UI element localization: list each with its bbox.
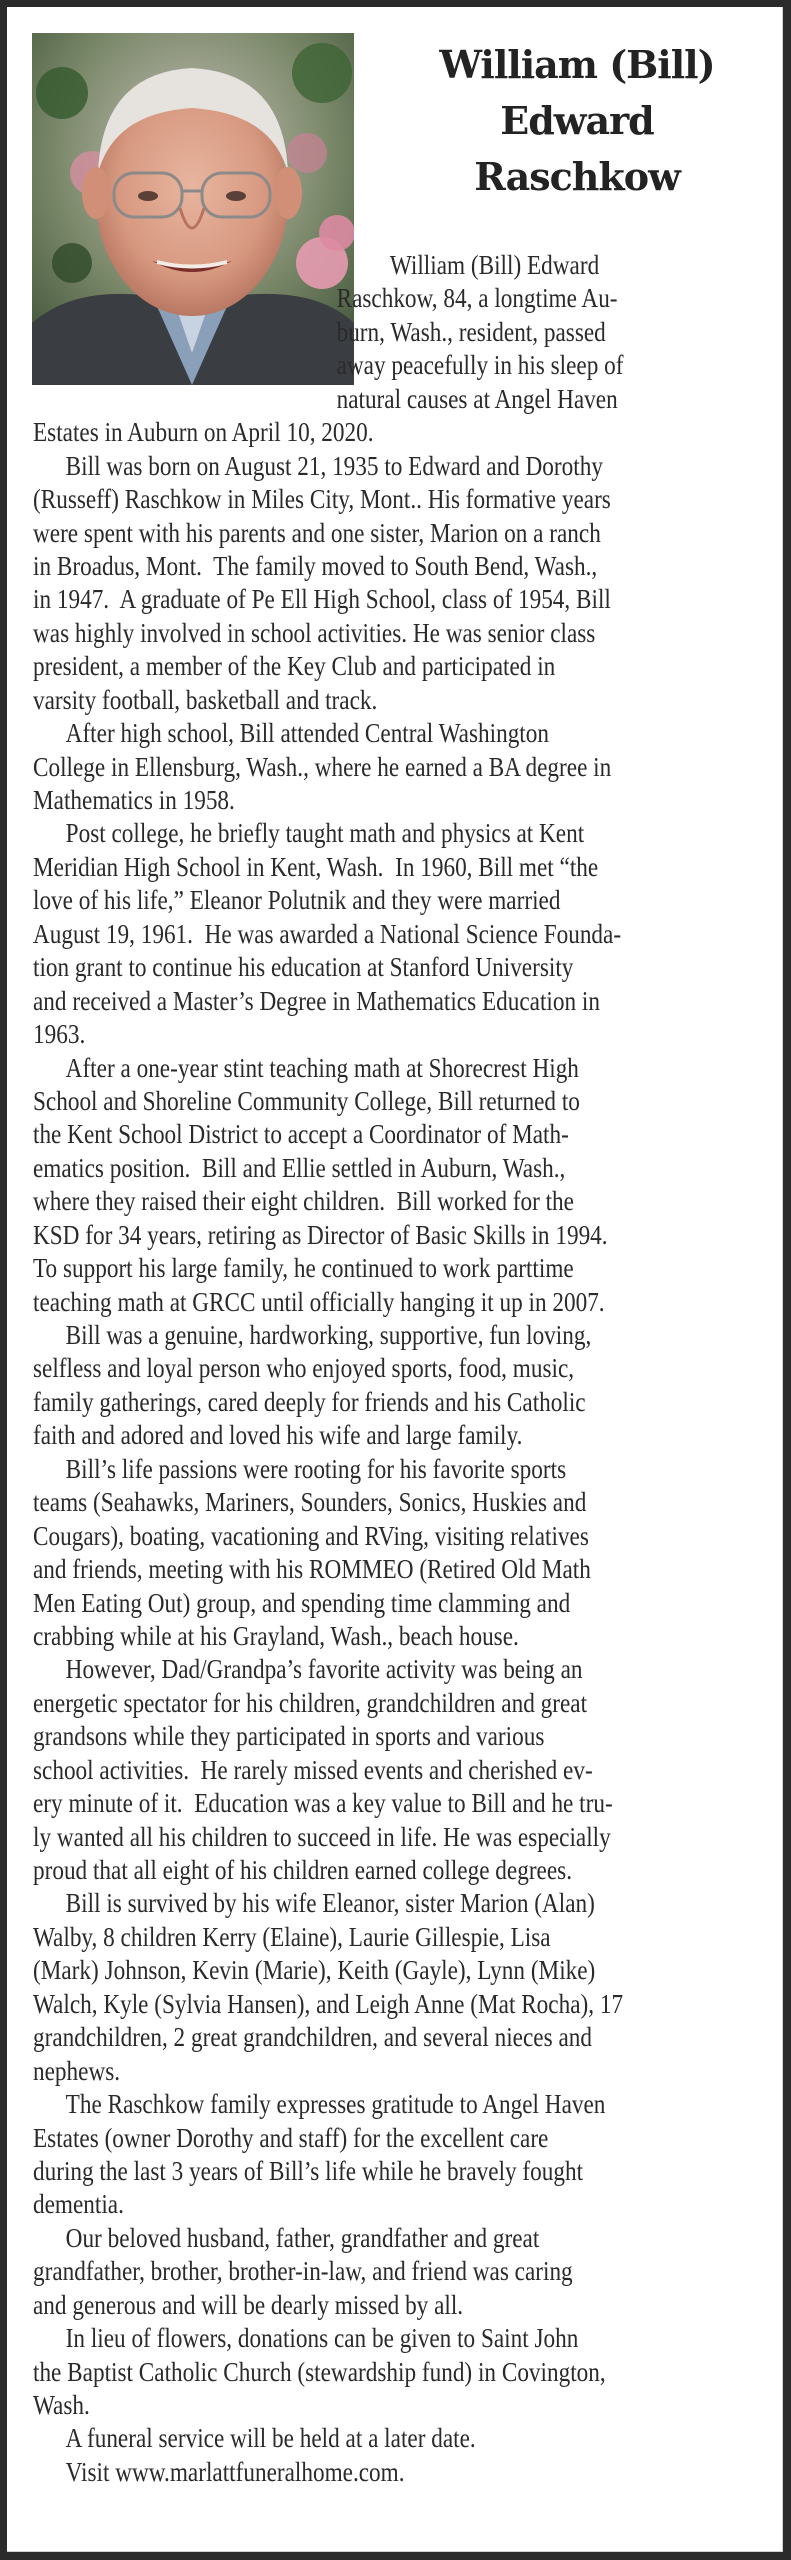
text-line: A funeral service will be held at a later date. [65,2423,476,2454]
paragraph [33,450,791,718]
text-line: Wash. [33,2390,90,2420]
text-line: Bill was a genuine, hardworking, supportive, fun loving, [65,1320,592,1350]
text-line: Walby, 8 children Kerry (Elaine), Laurie Gillespie, Lisa [33,1921,551,1952]
text-line: teams (Seahawks, Mariners, Sounders, Sonics, Huskies and [33,1487,587,1518]
text-line: Mathematics in 1958. [33,785,235,815]
text-line: Walch, Kyle (Sylvia Hansen), and Leigh Anne (Mat Rocha), 17 [33,1988,624,2019]
paragraph [33,1653,791,1887]
text-line: Bill was born on August 21, 1935 to Edward and Dorothy [65,450,603,481]
text-line: KSD for 34 years, retiring as Director of Basic Skills in 1994. [33,1219,608,1250]
text-line: teaching math at GRCC until officially hanging it up in 2007. [33,1286,605,1317]
paragraph [33,2322,791,2422]
title-line: Edward [500,98,654,143]
text-line: grandchildren, 2 great grandchildren, and several nieces and [33,2022,592,2053]
text-line: Raschkow, 84, a longtime Au- [336,283,618,314]
text-line: Post college, he briefly taught math and physics at Kent [65,818,585,849]
text-line: faith and adored and loved his wife and large family. [33,1420,523,1451]
text-line: Cougars), boating, vacationing and RVing, visiting relatives [33,1520,589,1551]
text-line: Estates in Auburn on April 10, 2020. [33,417,374,448]
text-line: varsity football, basketball and track. [33,684,378,715]
obituary-title [367,37,787,205]
text-line: in 1947. A graduate of Pe Ell High School, class of 1954, Bill [33,584,611,615]
paragraph [33,1453,791,1654]
text-line: nephews. [33,2055,121,2086]
text-line: Visit www.marlattfuneralhome.com. [65,2456,405,2487]
text-line: Bill is survived by his wife Eleanor, sister Marion (Alan) [65,1888,595,1919]
text-line: After a one-year stint teaching math at Shorecrest High [65,1052,579,1083]
text-line: In lieu of flowers, donations can be given to Saint John [65,2323,579,2354]
text-line: energetic spectator for his children, grandchildren and great [33,1687,588,1718]
text-line: After high school, Bill attended Central Washington [65,718,549,749]
text-line: proud that all eight of his children earned college degrees. [33,1855,573,1885]
text-line: ematics position. Bill and Ellie settled in Auburn, Wash., [33,1152,566,1183]
text-line: Bill’s life passions were rooting for his favorite sports [65,1453,567,1484]
text-line: and received a Master’s Degree in Mathematics Education in [33,985,600,1016]
text-line: in Broadus, Mont. The family moved to South Bend, Wash., [33,550,598,581]
text-line: grandfather, brother, brother-in-law, and friend was caring [33,2256,573,2287]
text-line: school activities. He rarely missed events and cherished ev- [33,1754,593,1785]
text-line: Men Eating Out) group, and spending time clamming and [33,1587,571,1618]
text-line: grandsons while they participated in sports and various [33,1721,545,1752]
text-line: Estates (owner Dorothy and staff) for the excellent care [33,2122,549,2153]
paragraph [33,2456,791,2489]
text-line: where they raised their eight children. Bill worked for the [33,1186,574,1217]
paragraph [33,1319,791,1453]
text-line: was highly involved in school activities. He was senior class [33,617,596,648]
paragraph [33,817,791,1051]
paragraph [33,1052,791,1320]
text-line: and generous and will be dearly missed by all. [33,2289,464,2320]
text-line: were spent with his parents and one sister, Marion on a ranch [33,517,601,548]
text-line: family gatherings, cared deeply for friends and his Catholic [33,1386,586,1417]
text-line: To support his large family, he continued to work parttime [33,1253,574,1284]
text-line: School and Shoreline Community College, Bill returned to [33,1085,580,1116]
text-line: the Kent School District to accept a Coordinator of Math- [33,1119,569,1150]
text-line: crabbing while at his Grayland, Wash., beach house. [33,1620,519,1651]
text-line: away peacefully in his sleep of [336,350,624,381]
paragraph [33,2088,791,2222]
title-line: William (Bill) [439,42,715,87]
text-line: the Baptist Catholic Church (stewardship fund) in Covington, [33,2356,606,2387]
text-line: 1963. [33,1019,86,1050]
text-line: The Raschkow family expresses gratitude to Angel Haven [65,2089,606,2120]
text-line: and friends, meeting with his ROMMEO (Retired Old Math [33,1554,591,1585]
paragraph [33,249,791,450]
text-line: during the last 3 years of Bill’s life while he bravely fought [33,2155,584,2186]
text-line: Our beloved husband, father, grandfather and great [65,2222,540,2253]
text-line: August 19, 1961. He was awarded a National Science Founda- [33,918,622,949]
text-line: natural causes at Angel Haven [336,383,618,414]
text-line: burn, Wash., resident, passed [336,316,606,347]
text-line: ery minute of it. Education was a key value to Bill and he tru- [33,1788,613,1819]
text-line: (Russeff) Raschkow in Miles City, Mont.. His formative years [33,484,611,515]
text-line: William (Bill) Edward [389,250,600,280]
text-line: president, a member of the Key Club and participated in [33,651,556,682]
text-line: selfless and loyal person who enjoyed sports, food, music, [33,1353,575,1384]
paragraph [33,1887,791,2088]
text-line: tion grant to continue his education at Stanford University [33,952,574,983]
text-line: ly wanted all his children to succeed in life. He was especially [33,1821,611,1852]
text-line: dementia. [33,2189,124,2220]
paragraph [33,2422,791,2455]
title-line: Raschkow [474,154,680,199]
obituary-body [33,249,791,2489]
text-line: love of his life,” Eleanor Polutnik and they were married [33,885,561,916]
text-line: However, Dad/Grandpa’s favorite activity was being an [65,1654,583,1685]
text-line: Meridian High School in Kent, Wash. In 1960, Bill met “the [33,851,599,882]
text-line: College in Ellensburg, Wash., where he earned a BA degree in [33,751,612,782]
paragraph [33,717,791,817]
obituary-page [7,7,783,2552]
text-line: (Mark) Johnson, Kevin (Marie), Keith (Gayle), Lynn (Mike) [33,1955,596,1986]
paragraph [33,2222,791,2322]
